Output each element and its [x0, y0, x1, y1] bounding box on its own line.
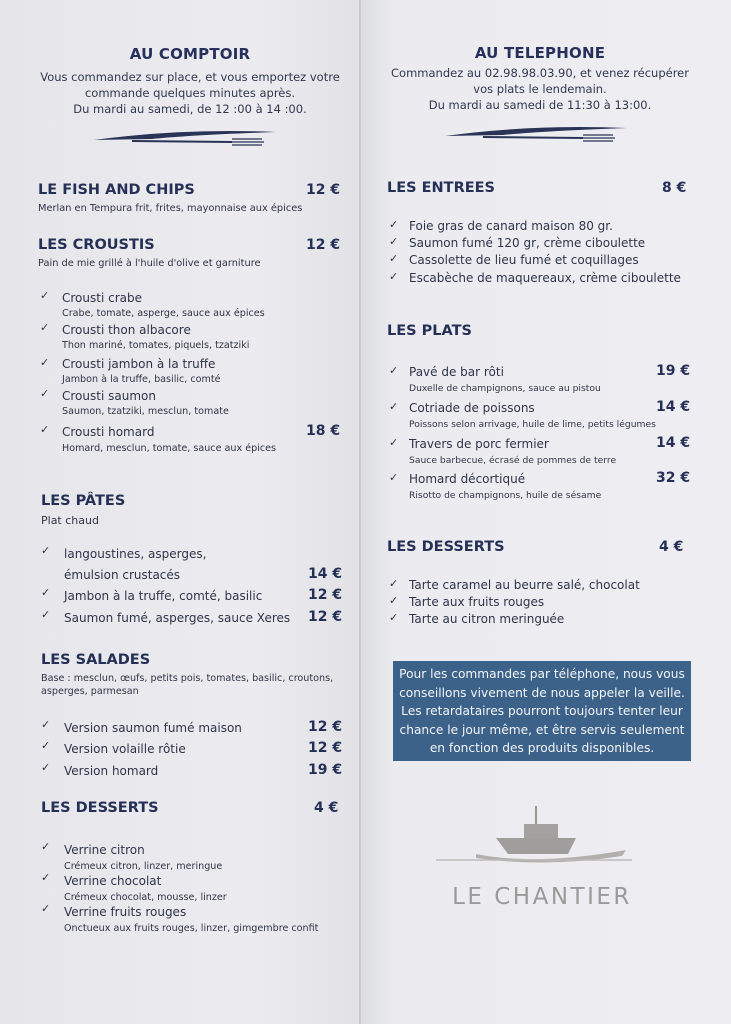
- plats-title: LES PLATS: [387, 323, 472, 339]
- check-icon: ✓: [40, 356, 50, 369]
- croustis-price: 12 €: [306, 237, 341, 253]
- list-item-sub: Risotto de champignons, huile de sésame: [409, 490, 602, 501]
- desserts-right-price: 4 €: [659, 539, 684, 555]
- croustis-title: LES CROUSTIS: [38, 237, 155, 253]
- check-icon: ✓: [41, 739, 51, 752]
- check-icon: ✓: [389, 471, 399, 484]
- list-item: Crousti homard: [62, 425, 155, 439]
- desserts-left-title: LES DESSERTS: [41, 800, 159, 816]
- check-icon: ✓: [40, 423, 50, 436]
- list-item: Homard décortiqué: [409, 472, 526, 486]
- boat-logo-icon: [436, 802, 636, 874]
- list-item: Travers de porc fermier: [409, 437, 549, 451]
- list-item-sub: Poissons selon arrivage, huile de lime, petits légumes: [409, 419, 656, 430]
- notice-line: chance le jour même, et être servis seulement: [399, 722, 685, 737]
- pates-title: LES PÂTES: [41, 493, 126, 509]
- fish-title: LE FISH AND CHIPS: [38, 182, 195, 198]
- check-icon: ✓: [40, 321, 50, 334]
- list-item-price: 32 €: [656, 470, 691, 486]
- check-icon: ✓: [41, 871, 51, 884]
- salades-desc: asperges, parmesan: [41, 686, 139, 697]
- intro-line: Vous commandez sur place, et vous emportez votre: [40, 70, 340, 84]
- list-item: Verrine citron: [64, 843, 145, 857]
- list-item-sub: Thon mariné, tomates, piquels, tzatziki: [62, 340, 250, 351]
- list-item: Crousti crabe: [62, 291, 142, 305]
- list-item-sub: Duxelle de champignons, sauce au pistou: [409, 383, 601, 394]
- list-item-price: 18 €: [306, 423, 341, 439]
- notice-line: Pour les commandes par téléphone, nous vous: [399, 667, 685, 681]
- check-icon: ✓: [389, 611, 399, 624]
- check-icon: ✓: [41, 902, 51, 915]
- desserts-left-price: 4 €: [314, 800, 339, 816]
- check-icon: ✓: [389, 436, 399, 449]
- list-item: Tarte au citron meringuée: [409, 612, 565, 626]
- check-icon: ✓: [389, 270, 399, 283]
- list-item: Crousti jambon à la truffe: [62, 357, 216, 371]
- croustis-desc: Pain de mie grillé à l'huile d'olive et garniture: [38, 258, 261, 269]
- intro-line: Du mardi au samedi, de 12 :00 à 14 :00.: [73, 102, 307, 116]
- salades-desc: Base : mesclun, œufs, petits pois, tomates, basilic, croutons,: [41, 673, 334, 684]
- list-item: Pavé de bar rôti: [409, 365, 504, 379]
- list-item-cont: émulsion crustacés: [64, 568, 181, 582]
- list-item: Escabèche de maquereaux, crème ciboulette: [409, 271, 681, 285]
- list-item: Foie gras de canard maison 80 gr.: [409, 219, 613, 233]
- entrees-price: 8 €: [662, 180, 687, 196]
- intro-line: Commandez au 02.98.98.03.90, et venez récupérer: [391, 66, 689, 80]
- list-item-price: 12 €: [308, 740, 343, 756]
- list-item: langoustines, asperges,: [64, 547, 207, 561]
- desserts-right-title: LES DESSERTS: [387, 539, 505, 555]
- list-item: Version saumon fumé maison: [64, 721, 242, 735]
- list-item: Cassolette de lieu fumé et coquillages: [409, 253, 639, 267]
- check-icon: ✓: [41, 608, 51, 621]
- list-item-sub: Crémeux citron, linzer, meringue: [64, 861, 223, 872]
- comptoir-heading: AU COMPTOIR: [129, 45, 251, 63]
- list-item: Version homard: [64, 764, 159, 778]
- page-fold: [359, 0, 361, 1024]
- check-icon: ✓: [41, 586, 51, 599]
- notice-line: Les retardataires pourront toujours tenter leur: [401, 704, 683, 719]
- intro-line: commande quelques minutes après.: [84, 86, 296, 100]
- list-item: Cotriade de poissons: [409, 401, 535, 415]
- check-icon: ✓: [40, 387, 50, 400]
- list-item: Verrine chocolat: [64, 874, 162, 888]
- list-item: Crousti thon albacore: [62, 323, 191, 337]
- list-item: Tarte aux fruits rouges: [409, 595, 545, 609]
- check-icon: ✓: [389, 400, 399, 413]
- intro-line: Du mardi au samedi de 11:30 à 13:00.: [428, 98, 652, 112]
- notice-line: conseillons vivement de nous appeler la veille.: [399, 685, 685, 700]
- check-icon: ✓: [389, 218, 399, 231]
- list-item-sub: Crémeux chocolat, mousse, linzer: [64, 892, 227, 903]
- list-item-price: 12 €: [308, 609, 343, 625]
- check-icon: ✓: [41, 840, 51, 853]
- fish-desc: Merlan en Tempura frit, frites, mayonnaise aux épices: [38, 203, 303, 214]
- list-item-sub: Jambon à la truffe, basilic, comté: [62, 374, 221, 385]
- salades-title: LES SALADES: [41, 652, 151, 668]
- telephone-intro: [370, 65, 710, 113]
- list-item-price: 14 €: [308, 566, 343, 582]
- logo-wordmark: LE CHANTIER: [452, 884, 632, 910]
- list-item-sub: Sauce barbecue, écrasé de pommes de terre: [409, 455, 617, 466]
- list-item: Verrine fruits rouges: [64, 905, 187, 919]
- list-item: Saumon fumé, asperges, sauce Xeres: [64, 611, 291, 625]
- list-item: Jambon à la truffe, comté, basilic: [64, 589, 263, 603]
- list-item-sub: Homard, mesclun, tomate, sauce aux épices: [62, 443, 277, 454]
- list-item: Saumon fumé 120 gr, crème ciboulette: [409, 236, 646, 250]
- check-icon: ✓: [389, 577, 399, 590]
- list-item-price: 14 €: [656, 399, 691, 415]
- check-icon: ✓: [40, 289, 50, 302]
- list-item-sub: Crabe, tomate, asperge, sauce aux épices: [62, 308, 265, 319]
- comptoir-intro: [20, 69, 360, 117]
- list-item-price: 14 €: [656, 435, 691, 451]
- fork-divider-icon: [443, 122, 629, 144]
- list-item-price: 19 €: [308, 762, 343, 778]
- list-item-price: 12 €: [308, 719, 343, 735]
- phone-order-notice: [393, 661, 691, 761]
- notice-line: en fonction des produits disponibles.: [429, 741, 655, 756]
- check-icon: ✓: [389, 252, 399, 265]
- list-item-sub: Saumon, tzatziki, mesclun, tomate: [62, 406, 229, 417]
- check-icon: ✓: [41, 544, 51, 557]
- check-icon: ✓: [41, 761, 51, 774]
- check-icon: ✓: [389, 594, 399, 607]
- fish-price: 12 €: [306, 182, 341, 198]
- telephone-heading: AU TELEPHONE: [474, 44, 606, 62]
- list-item-price: 12 €: [308, 587, 343, 603]
- list-item: Tarte caramel au beurre salé, chocolat: [409, 578, 640, 592]
- fork-divider-icon: [92, 126, 278, 148]
- list-item-sub: Onctueux aux fruits rouges, linzer, gimgembre confit: [64, 923, 319, 934]
- entrees-title: LES ENTREES: [387, 180, 495, 196]
- pates-desc: Plat chaud: [41, 514, 99, 527]
- list-item: Version volaille rôtie: [64, 742, 186, 756]
- list-item-price: 19 €: [656, 363, 691, 379]
- list-item: Crousti saumon: [62, 389, 156, 403]
- check-icon: ✓: [389, 235, 399, 248]
- check-icon: ✓: [41, 718, 51, 731]
- intro-line: vos plats le lendemain.: [473, 82, 607, 96]
- check-icon: ✓: [389, 364, 399, 377]
